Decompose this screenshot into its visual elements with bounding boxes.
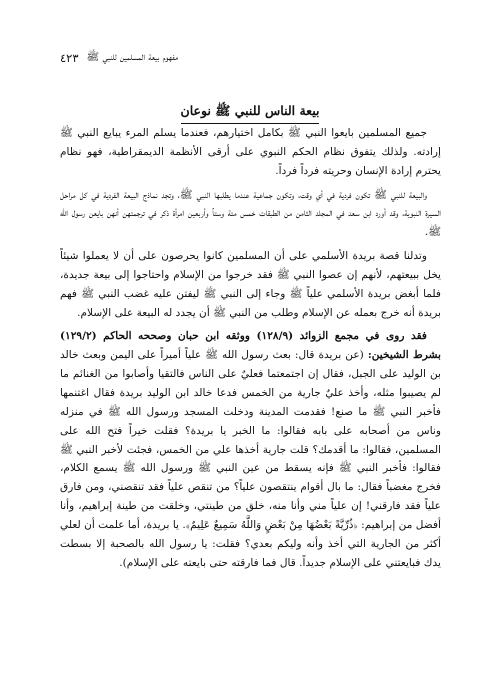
paragraph-2: والبيعة للنبي ﷺ تكون فردية في أي وقت، وتكون جماعية عندما يطلبها النبي ﷺ، وتجد نماذج البيعة الفردية في كل مراحل السيرة النبوية، وقد أورد ابن سعد في المجلد الثامن من الطبقات خمس مئة وستاً وأربعين امرأة ذكر في ترجمتهن أنهن بايعن رسول الله ﷺ. — [60, 188, 441, 239]
hadith-text: (عن بريدة قال: بعث رسول الله ﷺ علياً أميراً على اليمن وبعث خالد بن الوليد على الجبل، فقال إن اجتمعتما فعليٌ على الناس فالتقيا وأصابوا من الغنائم ما لم يصيبوا مثله، وأخذ عليٌ جارية من الخمس فدعا خالد ابن الوليد بريدة فقال اغتنمها فأخبر النبي ﷺ ما صنع! فقدمت المدينة ودخلت المسجد ورسول الله ﷺ في منزله وناس من أصحابه على بابه فقالوا: ما الخبر يا بريدة؟ فقلت خيراً فتح الله على المسلمين، فقالوا: ما أقدمك؟ قلت جارية أخذها علي من الخمس، فجئت لأخبر النبي ﷺ فقالوا: فأخبر النبي ﷺ فإنه يسقط من عين النبي ﷺ ورسول الله ﷺ يسمع الكلام، فخرج مغضباً فقال: ما بال أقوام ينتقصون علياً؟ من تنقص علياً فقد تنقصني، ومن فارق علياً فقد فارقني! إن علياً مني وأنا منه، خلق من طينتي، وخلقت من طينة إبراهيم، وأنا أفضل من إبراهيم: ﴿ذُرِّيَّةً بَعْضُهَا مِنْ بَعْضٍ وَاللَّهُ سَمِيعٌ عَلِيمٌ﴾. يا بريدة، أما علمت أن لعلي أكثر من الجارية التي أخذ وأنه وليكم بعدي؟ فقلت: يا رسول الله بالصحبة إلا بسطت يدك فبايعتني على الإسلام جديداً. قال فما فارقته حتى بايعته على الإسلام). — [60, 349, 441, 569]
section-title: بيعة الناس للنبي ﷺ نوعان — [181, 103, 320, 124]
body-text — [60, 124, 441, 577]
section-title-block — [60, 100, 440, 124]
running-header — [60, 48, 440, 68]
hadith-source-intro: فقد روى في مجمع الزوائد (١٢٨/٩) ووثقه ابن حبان وصححه الحاكم (١٢٩/٢) بشرط الشيخين: — [60, 330, 441, 362]
paragraph-1: جميع المسلمين بايعوا النبي ﷺ بكامل اختيارهم، فعندما يسلم المرء يبايع النبي ﷺ إرادته. ولذلك يتفوق نظام الحكم النبوي على أرقى الأنظمة الديمقراطية، فهو نظام يحترم إرادة الإنسان وحريته فرداً فرداً. — [60, 127, 441, 177]
page-number: ٤٢٣ — [60, 51, 79, 65]
running-header-title: مفهوم بيعة المسلمين للنبي ﷺ — [86, 50, 178, 63]
hadith-paragraph — [60, 327, 441, 572]
paragraph-3: وتدلنا قصة بريدة الأسلمي على أن المسلمين كانوا يحرصون على أن لا يعملوا شيئاً يخل ببيعتهم، لأنهم إن عصوا النبي ﷺ فقد خرجوا من الإسلام واحتاجوا إلى بيعة جديدة، فلما أبغض بريدة الأسلمي علياً ﷺ وجاء إلى النبي ﷺ ليفتن عليه غضب النبي ﷺ فهم بريدة أنه خرج بعمله عن الإسلام وطلب من النبي ﷺ أن يجدد له البيعة على الإسلام. — [60, 250, 441, 319]
